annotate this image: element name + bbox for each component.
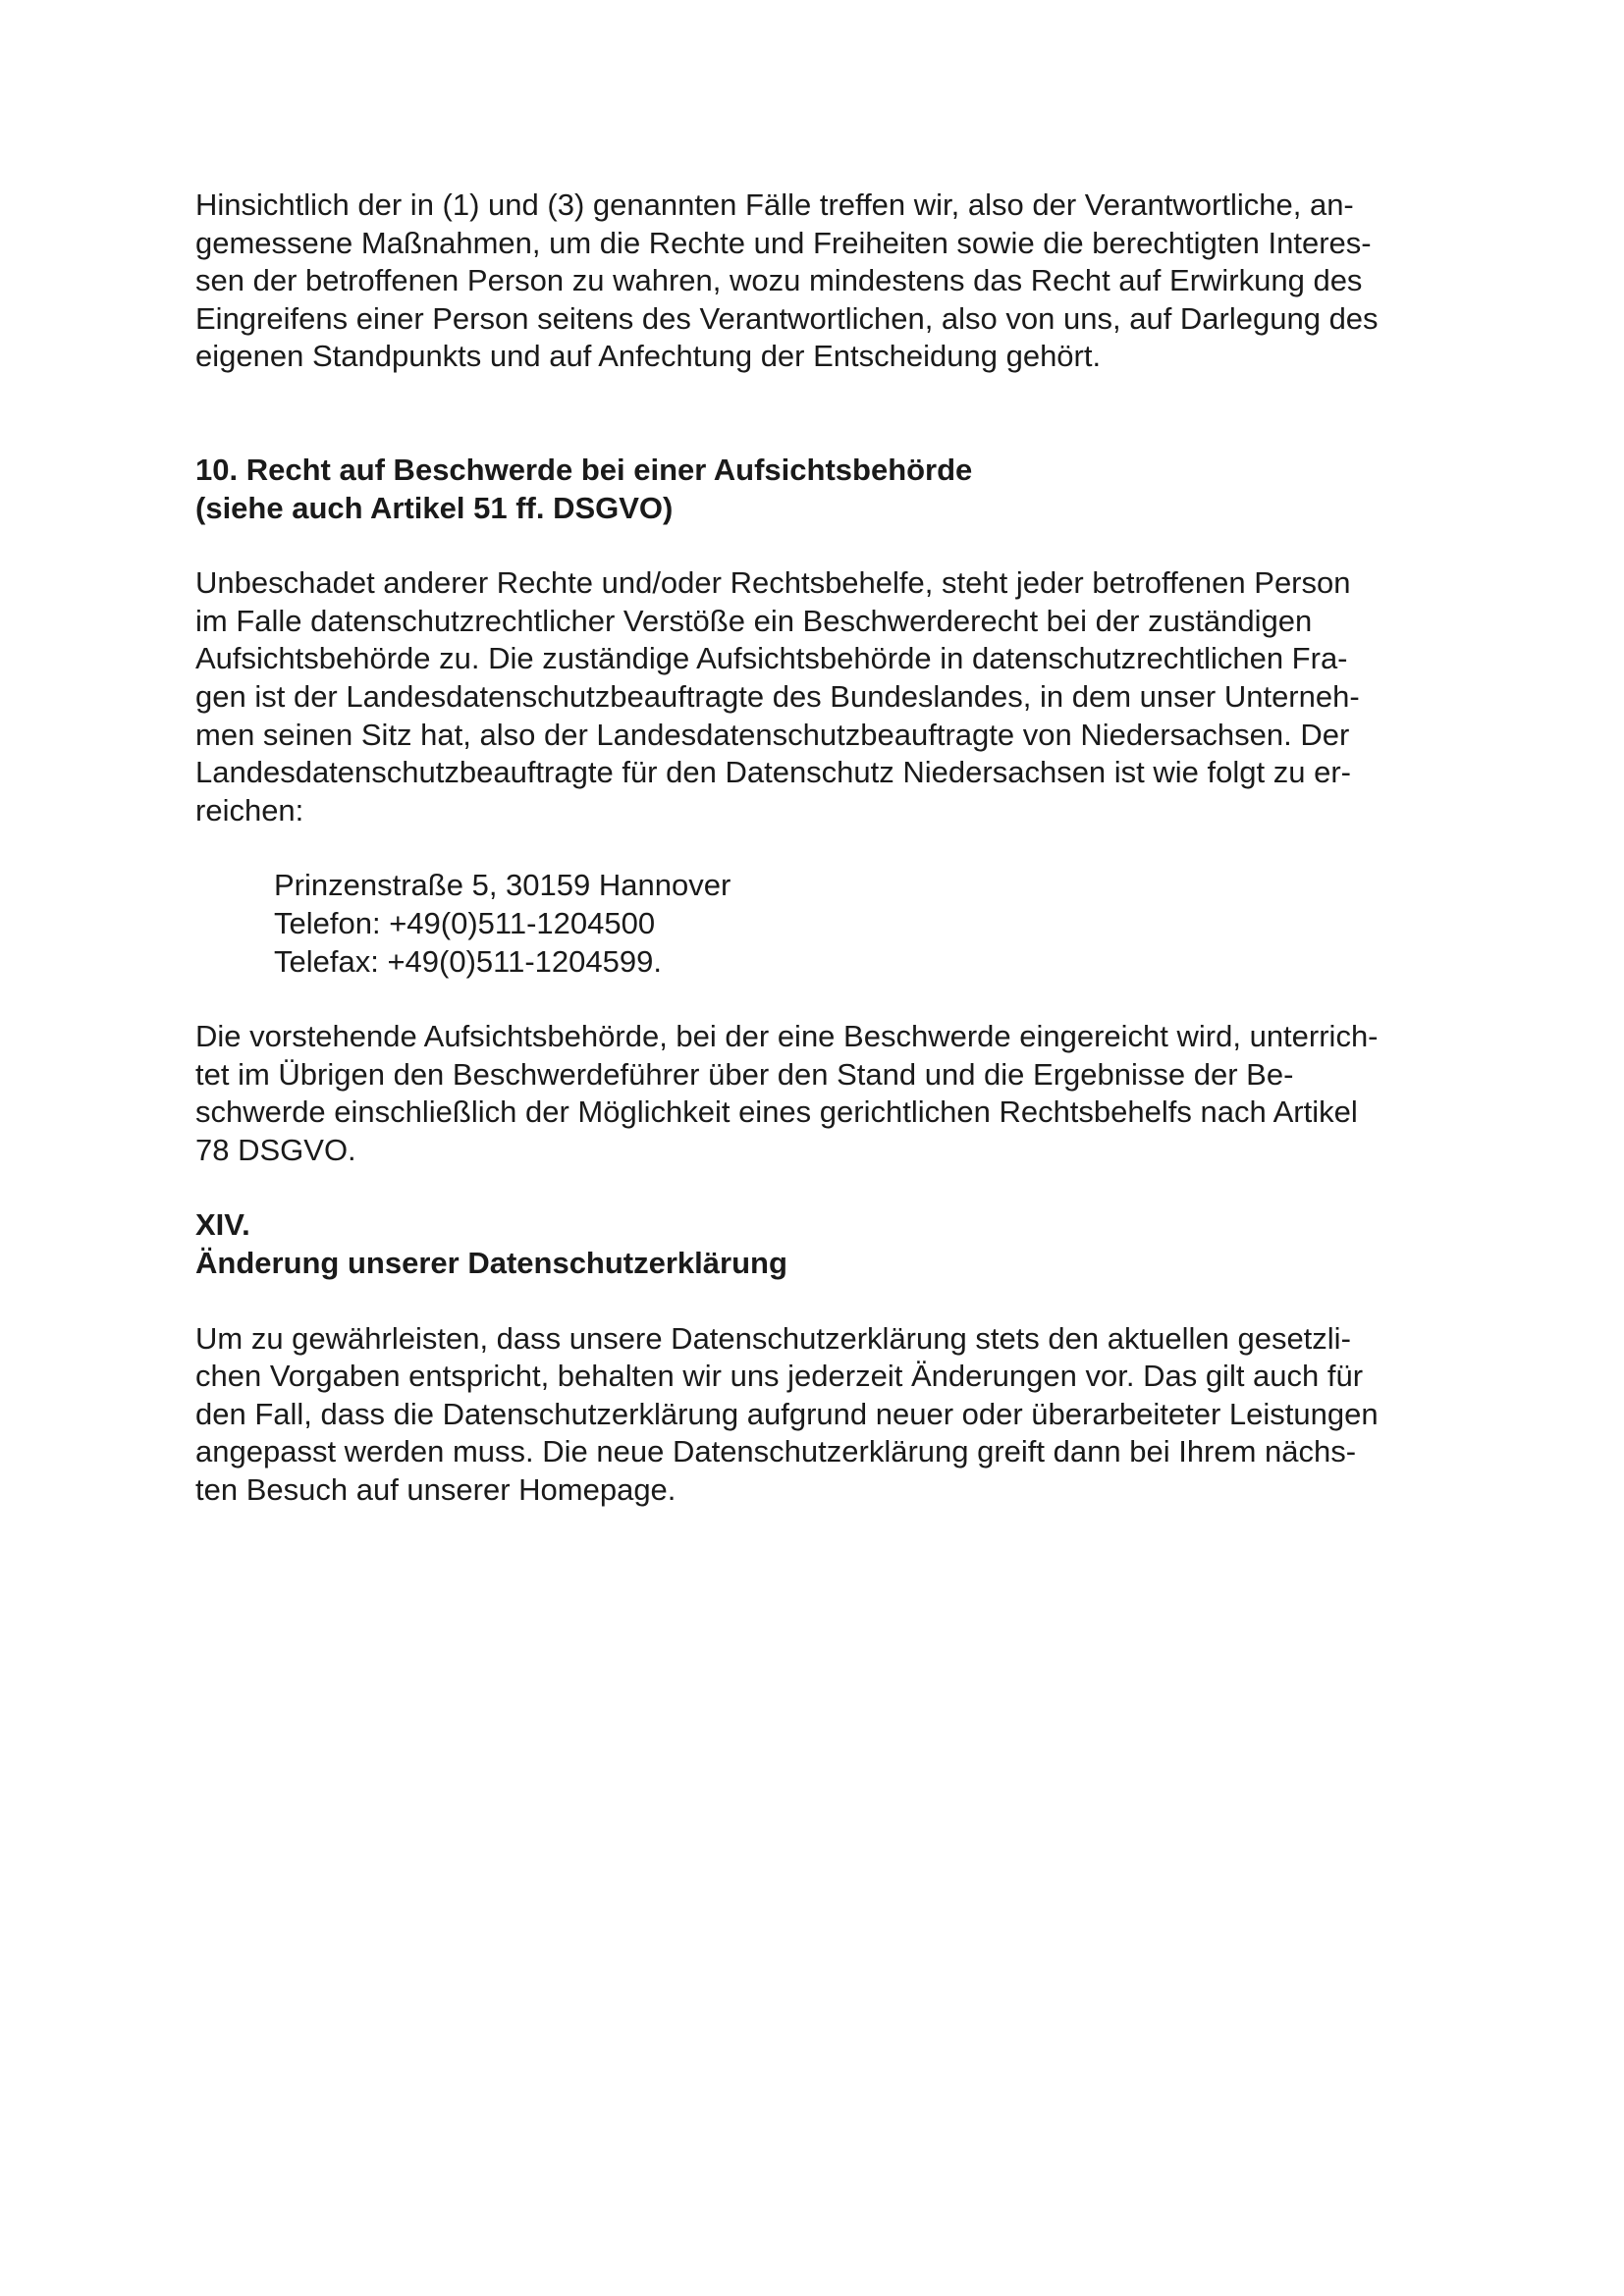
section-xiv-paragraph [195, 1320, 1501, 1510]
authority-address [195, 867, 1501, 981]
text-line: Aufsichtsbehörde zu. Die zuständige Aufsichtsbehörde in datenschutzrechtlichen Fra- [195, 641, 1348, 676]
text-line: angepasst werden muss. Die neue Datenschutzerklärung greift dann bei Ihrem nächs- [195, 1434, 1357, 1469]
text-line: chen Vorgaben entspricht, behalten wir uns jederzeit Änderungen vor. Das gilt auch für [195, 1359, 1364, 1394]
text-line: Die vorstehende Aufsichtsbehörde, bei der eine Beschwerde eingereicht wird, unterrich- [195, 1019, 1379, 1054]
text-line: tet im Übrigen den Beschwerdeführer über den Stand und die Ergebnisse der Be- [195, 1056, 1294, 1092]
text-line: Hinsichtlich der in (1) und (3) genannten Fälle treffen wir, also der Verantwortliche, an- [195, 187, 1354, 222]
text-line: Eingreifens einer Person seitens des Verantwortlichen, also von uns, auf Darlegung des [195, 300, 1379, 336]
text-line: schwerde einschließlich der Möglichkeit eines gerichtlichen Rechtsbehelfs nach Artikel [195, 1095, 1358, 1130]
address-line: Prinzenstraße 5, 30159 Hannover [274, 868, 731, 903]
fax-line: Telefax: +49(0)511-1204599. [274, 943, 662, 979]
phone-line: Telefon: +49(0)511-1204500 [274, 905, 656, 940]
heading-line: Änderung unserer Datenschutzerklärung [195, 1246, 787, 1281]
text-line: Um zu gewährleisten, dass unsere Datenschutzerklärung stets den aktuellen gesetzli- [195, 1320, 1351, 1356]
document-content [195, 187, 1501, 1510]
text-line: eigenen Standpunkts und auf Anfechtung der Entscheidung gehört. [195, 339, 1102, 374]
text-line: gen ist der Landesdatenschutzbeauftragte des Bundeslandes, in dem unser Unterneh- [195, 678, 1360, 714]
text-line: im Falle datenschutzrechtlicher Verstöße ein Beschwerderecht bei der zuständigen [195, 603, 1313, 638]
text-line: sen der betroffenen Person zu wahren, wozu mindestens das Recht auf Erwirkung des [195, 263, 1363, 298]
text-line: gemessene Maßnahmen, um die Rechte und Freiheiten sowie die berechtigten Interes- [195, 225, 1372, 260]
text-line: den Fall, dass die Datenschutzerklärung aufgrund neuer oder überarbeiteter Leistungen [195, 1396, 1379, 1431]
section-10-paragraph-2 [195, 1018, 1501, 1169]
heading-line: XIV. [195, 1207, 250, 1243]
text-line: Unbeschadet anderer Rechte und/oder Rechtsbehelfe, steht jeder betroffenen Person [195, 565, 1351, 601]
text-line: 78 DSGVO. [195, 1132, 356, 1167]
text-line: men seinen Sitz hat, also der Landesdatenschutzbeauftragte von Niedersachsen. Der [195, 717, 1350, 752]
section-xiv-heading [195, 1206, 1501, 1282]
text-line: Landesdatenschutzbeauftragte für den Datenschutz Niedersachsen ist wie folgt zu er- [195, 755, 1351, 790]
text-line: reichen: [195, 792, 304, 828]
text-line: ten Besuch auf unserer Homepage. [195, 1472, 677, 1508]
intro-paragraph [195, 187, 1501, 376]
heading-line: 10. Recht auf Beschwerde bei einer Aufsichtsbehörde [195, 452, 973, 487]
section-10-heading [195, 452, 1501, 527]
section-10-paragraph-1 [195, 564, 1501, 829]
heading-line: (siehe auch Artikel 51 ff. DSGVO) [195, 490, 674, 525]
